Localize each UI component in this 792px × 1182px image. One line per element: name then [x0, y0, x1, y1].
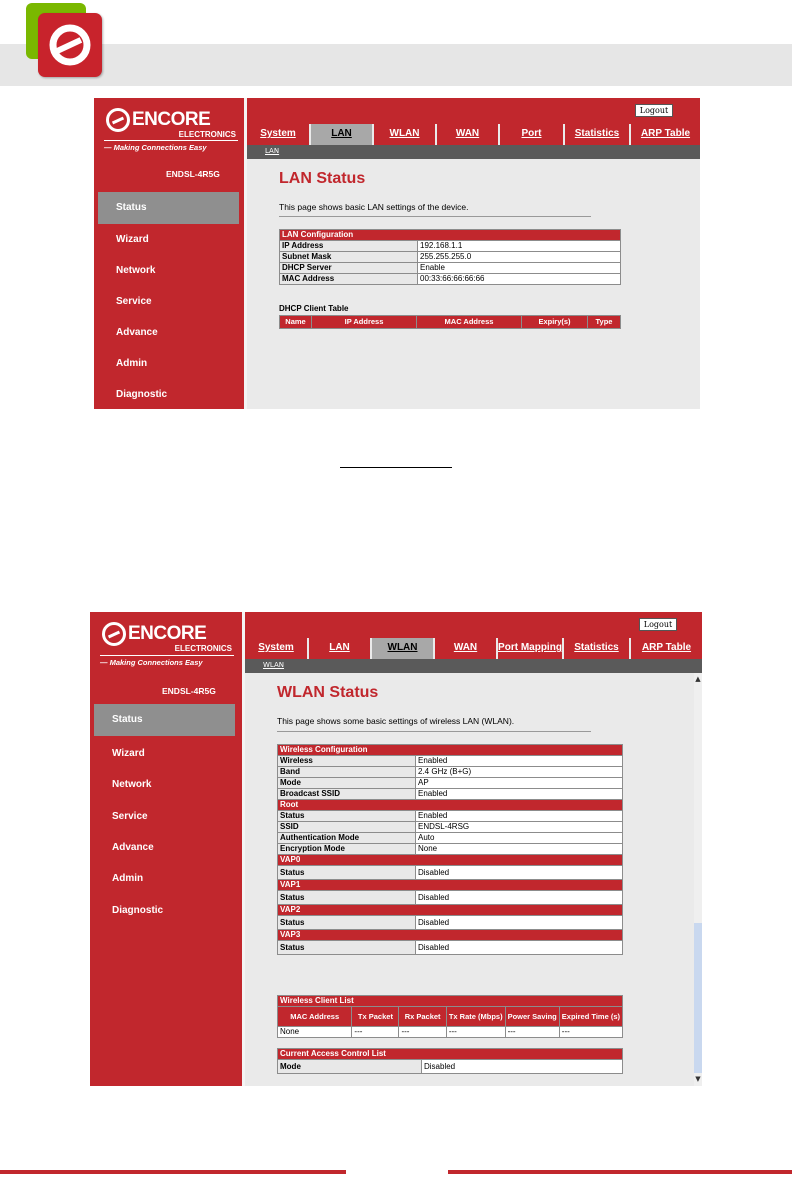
menu-diagnostic[interactable]: Diagnostic	[112, 905, 164, 916]
tab-arp-table[interactable]: ARP Table	[631, 124, 700, 145]
table-row: Status Disabled	[278, 866, 623, 880]
menu-service[interactable]: Service	[116, 296, 152, 307]
scroll-up-icon[interactable]: ▲	[695, 675, 701, 683]
sidebar	[90, 612, 242, 1086]
table-row: Wireless Enabled	[278, 756, 623, 767]
scroll-thumb[interactable]	[694, 923, 702, 1073]
logout-button[interactable]: Logout	[635, 104, 673, 117]
access-control-table	[277, 1048, 623, 1074]
menu-wizard[interactable]: Wizard	[116, 234, 149, 245]
caption-underline	[340, 467, 452, 468]
page-description: This page shows some basic settings of wireless LAN (WLAN).	[277, 716, 515, 726]
encore-e-icon	[106, 108, 130, 132]
tab-statistics[interactable]: Statistics	[565, 124, 631, 145]
menu-network[interactable]: Network	[112, 779, 152, 790]
table-row: DHCP Server Enable	[280, 263, 621, 274]
table-row: Status Disabled	[278, 941, 623, 955]
table-row: None --- --- --- --- ---	[278, 1027, 623, 1038]
section-header: VAP0	[278, 855, 623, 866]
encore-brand-logo	[106, 108, 236, 139]
tab-wan[interactable]: WAN	[437, 124, 500, 145]
top-bar	[245, 612, 702, 638]
tab-port-mapping[interactable]: Port Mapping	[498, 638, 564, 659]
table-header: Current Access Control List	[278, 1049, 623, 1060]
header-band	[0, 44, 792, 86]
table-row: Encryption Mode None	[278, 844, 623, 855]
section-header: VAP3	[278, 930, 623, 941]
lan-content	[247, 159, 700, 409]
tab-statistics[interactable]: Statistics	[564, 638, 631, 659]
wireless-client-table: Wireless Client List MAC Address Tx Packet Rx Packet Tx Rate (Mbps) Power Saving Expired Time (s) None --- --- --- --- ---	[277, 995, 623, 1038]
brand-name: ENCORE	[132, 109, 211, 130]
section-header: Root	[278, 800, 623, 811]
menu-advance[interactable]: Advance	[112, 842, 154, 853]
sidebar	[94, 98, 244, 409]
menu-admin[interactable]: Admin	[116, 358, 148, 369]
table-row: Mode Disabled	[278, 1060, 623, 1074]
menu-status[interactable]: Status	[98, 192, 239, 224]
top-bar	[247, 98, 700, 124]
scroll-down-icon[interactable]: ▼	[695, 1075, 701, 1083]
tab-system[interactable]: System	[245, 638, 309, 659]
menu-advance[interactable]: Advance	[116, 327, 158, 338]
sub-nav	[247, 145, 700, 159]
brand-sub: ELECTRONICS	[174, 644, 232, 653]
tab-system[interactable]: System	[247, 124, 311, 145]
table-row: Mode AP	[278, 778, 623, 789]
section-header: VAP2	[278, 905, 623, 916]
main-panel	[242, 612, 702, 1086]
table-row: Subnet Mask 255.255.255.0	[280, 252, 621, 263]
encore-brand-logo	[102, 622, 232, 653]
breadcrumb-wlan[interactable]: WLAN	[263, 661, 285, 669]
footer-line-left	[0, 1170, 346, 1174]
menu-admin[interactable]: Admin	[112, 873, 144, 884]
breadcrumb-lan[interactable]: LAN	[265, 147, 280, 155]
tab-port-mapping[interactable]: Port	[500, 124, 565, 145]
footer-line-right	[448, 1170, 792, 1174]
table-row: IP Address 192.168.1.1	[280, 241, 621, 252]
table-row: Broadcast SSID Enabled	[278, 789, 623, 800]
menu-service[interactable]: Service	[112, 811, 148, 822]
page-description: This page shows basic LAN settings of the device.	[279, 202, 469, 212]
tab-wlan[interactable]: WLAN	[374, 124, 437, 145]
divider	[279, 216, 591, 217]
sidebar-menu	[94, 704, 235, 924]
table-header: LAN Configuration	[280, 230, 621, 241]
table-row: SSID ENDSL-4RSG	[278, 822, 623, 833]
table-row: Status Disabled	[278, 891, 623, 905]
sidebar-menu	[98, 192, 239, 410]
menu-wizard[interactable]: Wizard	[112, 748, 145, 759]
brand-tagline: — Making Connections Easy	[100, 655, 234, 667]
tab-arp-table[interactable]: ARP Table	[631, 638, 702, 659]
tab-wlan[interactable]: WLAN	[372, 638, 435, 659]
table-row: Authentication Mode Auto	[278, 833, 623, 844]
menu-diagnostic[interactable]: Diagnostic	[116, 389, 168, 400]
vertical-scrollbar[interactable]	[694, 673, 702, 1086]
tab-bar	[245, 638, 702, 659]
tab-lan[interactable]: LAN	[311, 124, 374, 145]
table-row: MAC Address 00:33:66:66:66:66	[280, 274, 621, 285]
table-header: Wireless Client List	[278, 996, 623, 1007]
dhcp-client-table: Name IP Address MAC Address Expiry(s) Type	[279, 315, 621, 329]
page-title: WLAN Status	[277, 684, 379, 701]
tab-lan[interactable]: LAN	[309, 638, 372, 659]
brand-tagline: — Making Connections Easy	[104, 140, 238, 152]
divider	[277, 731, 591, 732]
table-header: Wireless Configuration	[278, 745, 623, 756]
lan-config-table	[279, 229, 621, 285]
tab-wan[interactable]: WAN	[435, 638, 498, 659]
wireless-config-table	[277, 744, 623, 955]
model-name: ENDSL-4R5G	[162, 686, 216, 696]
encore-e-icon	[102, 622, 126, 646]
tab-bar	[247, 124, 700, 145]
model-name: ENDSL-4R5G	[166, 169, 220, 179]
brand-sub: ELECTRONICS	[178, 130, 236, 139]
brand-name: ENCORE	[128, 623, 207, 644]
table-row: Band 2.4 GHz (B+G)	[278, 767, 623, 778]
section-header: VAP1	[278, 880, 623, 891]
lan-status-screenshot	[94, 98, 700, 409]
page-title: LAN Status	[279, 170, 366, 187]
menu-status[interactable]: Status	[94, 704, 235, 736]
main-panel	[244, 98, 700, 409]
wlan-status-screenshot	[90, 612, 702, 1086]
menu-network[interactable]: Network	[116, 265, 156, 276]
encore-logo-icon	[38, 13, 102, 77]
logout-button[interactable]: Logout	[639, 618, 677, 631]
table-row: Status Disabled	[278, 916, 623, 930]
wlan-content	[245, 673, 702, 1086]
dhcp-table-label: DHCP Client Table	[279, 304, 349, 313]
sub-nav	[245, 659, 702, 673]
table-row: Status Enabled	[278, 811, 623, 822]
